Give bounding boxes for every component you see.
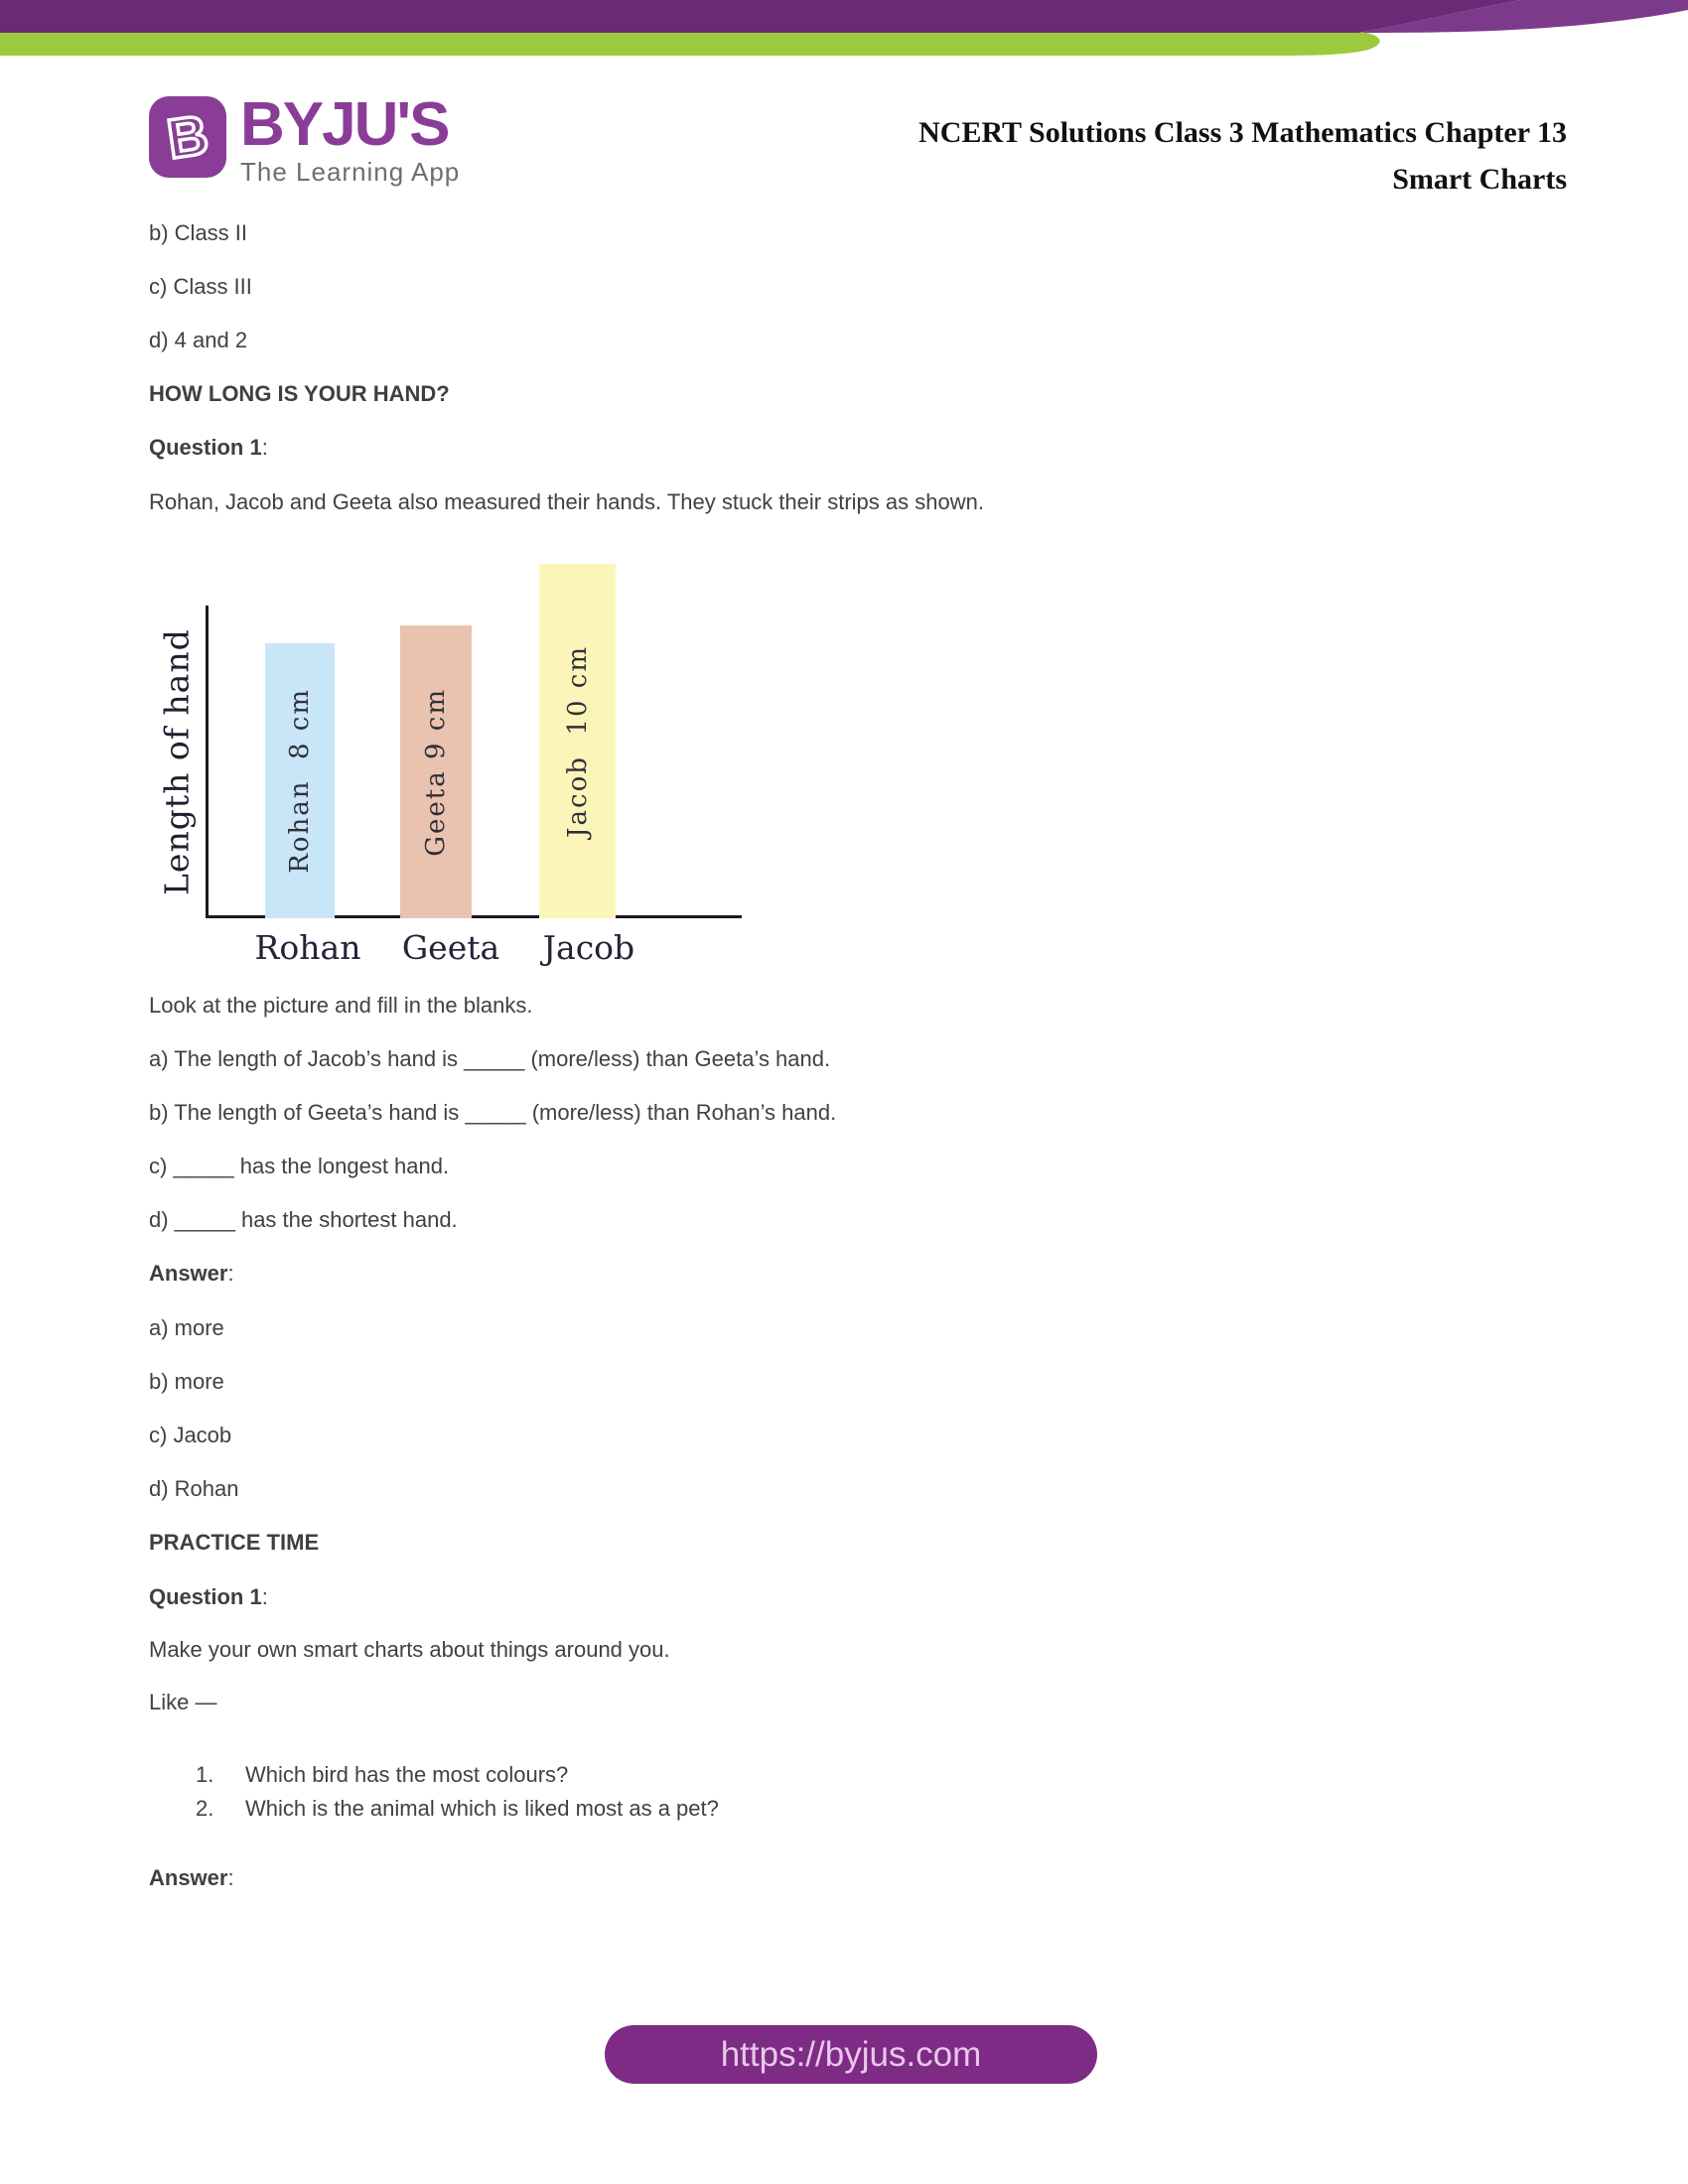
- category-label-geeta: Geeta: [401, 928, 500, 967]
- question-1-text: Rohan, Jacob and Geeta also measured their hands. They stuck their strips as shown.: [149, 489, 984, 514]
- fill-item-a: a) The length of Jacob’s hand is _____ (more/less) than Geeta’s hand.: [149, 1046, 831, 1071]
- list-item-1-text: Which bird has the most colours?: [245, 1762, 569, 1787]
- example-list-item-1: [196, 1762, 568, 1788]
- question-2-text: Make your own smart charts about things around you.: [149, 1637, 670, 1662]
- bar-label-geeta: Geeta 9 cm: [421, 687, 451, 857]
- brand-name: BYJU'S: [240, 90, 449, 159]
- question-2-label-bold: Question 1: [149, 1584, 262, 1609]
- banner-green-band: [0, 32, 1380, 56]
- byjus-logo: [149, 90, 461, 188]
- chart-y-axis-label: Length of hand: [157, 628, 197, 895]
- fill-item-b: b) The length of Geeta’s hand is _____ (more/less) than Rohan’s hand.: [149, 1100, 837, 1125]
- byjus-logo-icon: [149, 96, 226, 178]
- list-item-1-number: 1.: [196, 1762, 214, 1787]
- answer-2-colon: :: [227, 1865, 234, 1890]
- fill-item-c: c) _____ has the longest hand.: [149, 1154, 450, 1178]
- answer-a: a) more: [149, 1315, 224, 1340]
- fill-intro: Look at the picture and fill in the blanks.: [149, 993, 533, 1018]
- list-item-2-text: Which is the animal which is liked most as a pet?: [245, 1796, 719, 1821]
- page-title-line1: NCERT Solutions Class 3 Mathematics Chapter 13: [918, 116, 1567, 149]
- answer-d: d) Rohan: [149, 1476, 239, 1501]
- answer-b: b) more: [149, 1369, 224, 1394]
- category-label-jacob: Jacob: [542, 928, 635, 967]
- bar-label-jacob: Jacob 10 cm: [562, 644, 593, 838]
- answer-option-b: b) Class II: [149, 220, 248, 245]
- answer-2-label: [149, 1865, 234, 1891]
- answer-label: [149, 1261, 234, 1287]
- bar-geeta: [400, 625, 472, 918]
- hand-length-bar-chart: [149, 556, 784, 978]
- answer-c: c) Jacob: [149, 1423, 232, 1447]
- answer-colon: :: [227, 1261, 234, 1286]
- question-1-colon: :: [261, 435, 268, 460]
- chart-y-axis-line: [206, 606, 209, 918]
- fill-item-d: d) _____ has the shortest hand.: [149, 1207, 458, 1232]
- page-title: [918, 109, 1567, 203]
- question-2-label: [149, 1584, 268, 1610]
- list-item-2-number: 2.: [196, 1796, 214, 1821]
- category-label-rohan: Rohan: [254, 928, 361, 967]
- page-title-line2: Smart Charts: [1392, 163, 1567, 196]
- answer-2-label-bold: Answer: [149, 1865, 228, 1890]
- question-1-label-bold: Question 1: [149, 435, 262, 460]
- question-2-colon: :: [261, 1584, 268, 1609]
- footer-link[interactable]: https://byjus.com: [605, 2025, 1097, 2084]
- like-text: Like —: [149, 1690, 217, 1714]
- bar-rohan: [265, 643, 335, 918]
- bar-jacob: [539, 564, 616, 918]
- answer-option-d: d) 4 and 2: [149, 328, 248, 352]
- answer-option-c: c) Class III: [149, 274, 252, 299]
- section-heading-practice-time: PRACTICE TIME: [149, 1530, 320, 1555]
- banner-dark-purple-band: [0, 0, 1519, 33]
- section-heading-how-long: HOW LONG IS YOUR HAND?: [149, 381, 450, 406]
- logo-b-glyph: B: [163, 102, 212, 171]
- brand-tagline: The Learning App: [240, 157, 461, 187]
- answer-label-bold: Answer: [149, 1261, 228, 1286]
- question-1-label: [149, 435, 268, 461]
- example-list-item-2: [196, 1796, 719, 1822]
- bar-label-rohan: Rohan 8 cm: [285, 688, 315, 874]
- top-banner-graphic: [0, 0, 1688, 69]
